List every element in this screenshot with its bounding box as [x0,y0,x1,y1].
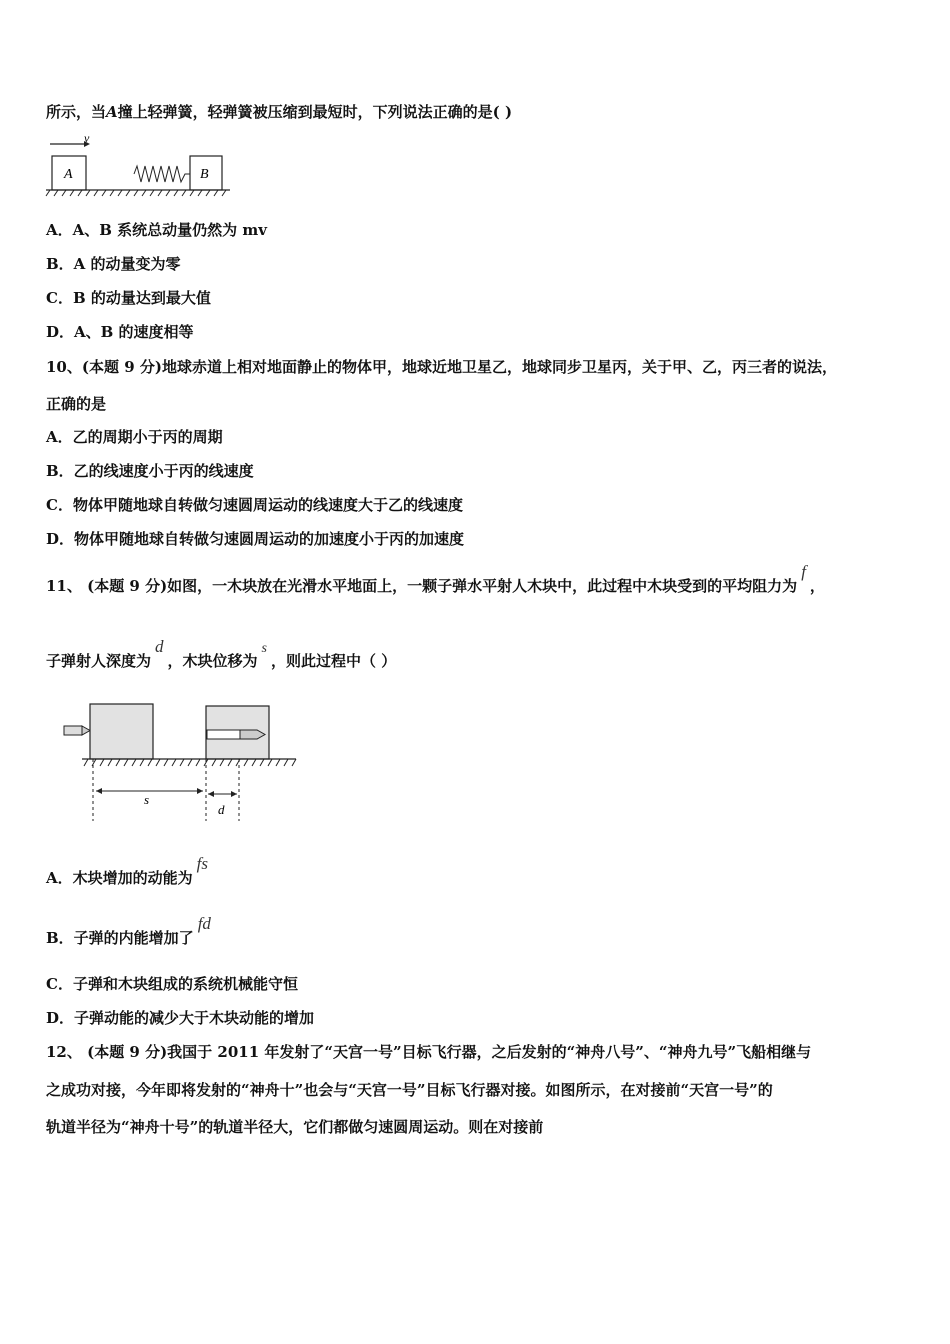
q9-option-b: B．A 的动量变为零 [46,255,181,273]
spring [134,166,190,182]
q9-stem-part1: 所示，当 [46,103,107,121]
q11-ground-hatch [84,759,296,766]
q11-symbol-s: s [261,641,267,656]
q10-option-b: B．乙的线速度小于丙的线速度 [46,462,254,480]
q9-stem-part2: 撞上轻弹簧，轻弹簧被压缩到最短时，下列说法正确的是( ) [117,103,513,121]
q12-stem-line2: 之成功对接，今年即将发射的“神舟十”也会与“天宫一号”目标飞行器对接。如图所示，在对接前“天宫一号”的 [46,1081,773,1099]
q11-symbol-d: d [155,637,164,656]
q11-option-a [46,854,212,888]
q11-stem-text2c: ，则此过程中（ ） [270,652,397,670]
block-a-label: A [64,167,73,182]
q11-symbol-f: f [801,562,806,581]
q10-option-a: A．乙的周期小于丙的周期 [46,428,223,446]
q11-stem-text2a: 子弹射人深度为 [46,652,152,670]
q11-option-b-text: B．子弹的内能增加了 [46,929,194,947]
ground-hatch [46,190,226,196]
q9-option-c: C．B 的动量达到最大值 [46,289,211,307]
q10-stem-line2: 正确的是 [46,395,107,413]
q11-stem-line1 [46,562,825,596]
bullet-before [64,726,82,735]
q9-option-a: A．A、B 系统总动量仍然为 mv [46,221,267,239]
wood-block-before [90,704,153,759]
q11-option-a-text: A．木块增加的动能为 [46,869,193,887]
q9-velocity-label: v [84,131,90,145]
q9-option-d: D．A、B 的速度相等 [46,323,194,341]
q12-stem-line1: 12、 (本题 9 分)我国于 2011 年发射了“天宫一号”目标飞行器，之后发射的“神舟八号”、“神舟九号”飞船相继与 [46,1043,812,1061]
q11-stem-text: 11、 (本题 9 分)如图，一木块放在光滑水平地面上，一颗子弹水平射人木块中，此过程中木块受到的平均阻力为 [46,577,798,595]
q11-option-b [46,914,215,948]
q11-comma: ， [809,577,825,595]
s-dimension-label: s [144,792,150,807]
d-dimension-label: d [218,802,225,817]
q11-option-b-math: fd [197,914,211,933]
q10-option-c: C．物体甲随地球自转做匀速圆周运动的线速度大于乙的线速度 [46,496,463,514]
q9-stem-a-symbol: A [106,103,118,121]
q11-figure [44,696,300,826]
q10-option-d: D．物体甲随地球自转做匀速圆周运动的加速度小于丙的加速度 [46,530,465,548]
q9-stem [46,102,512,122]
block-b-label: B [200,167,209,182]
q11-option-c: C．子弹和木块组成的系统机械能守恒 [46,975,298,993]
q11-option-a-math: fs [196,854,208,873]
q9-figure [44,130,234,202]
q11-stem-text2b: ，木块位移为 [167,652,258,670]
q12-stem-line3: 轨道半径为“神舟十号”的轨道半径大，它们都做匀速圆周运动。则在对接前 [46,1118,544,1136]
q11-option-d: D．子弹动能的减少大于木块动能的增加 [46,1009,315,1027]
q10-stem-line1: 10、(本题 9 分)地球赤道上相对地面静止的物体甲，地球近地卫星乙，地球同步卫星丙，关于甲、乙，丙三者的说法， [46,358,837,376]
q11-stem-line2 [46,637,397,673]
